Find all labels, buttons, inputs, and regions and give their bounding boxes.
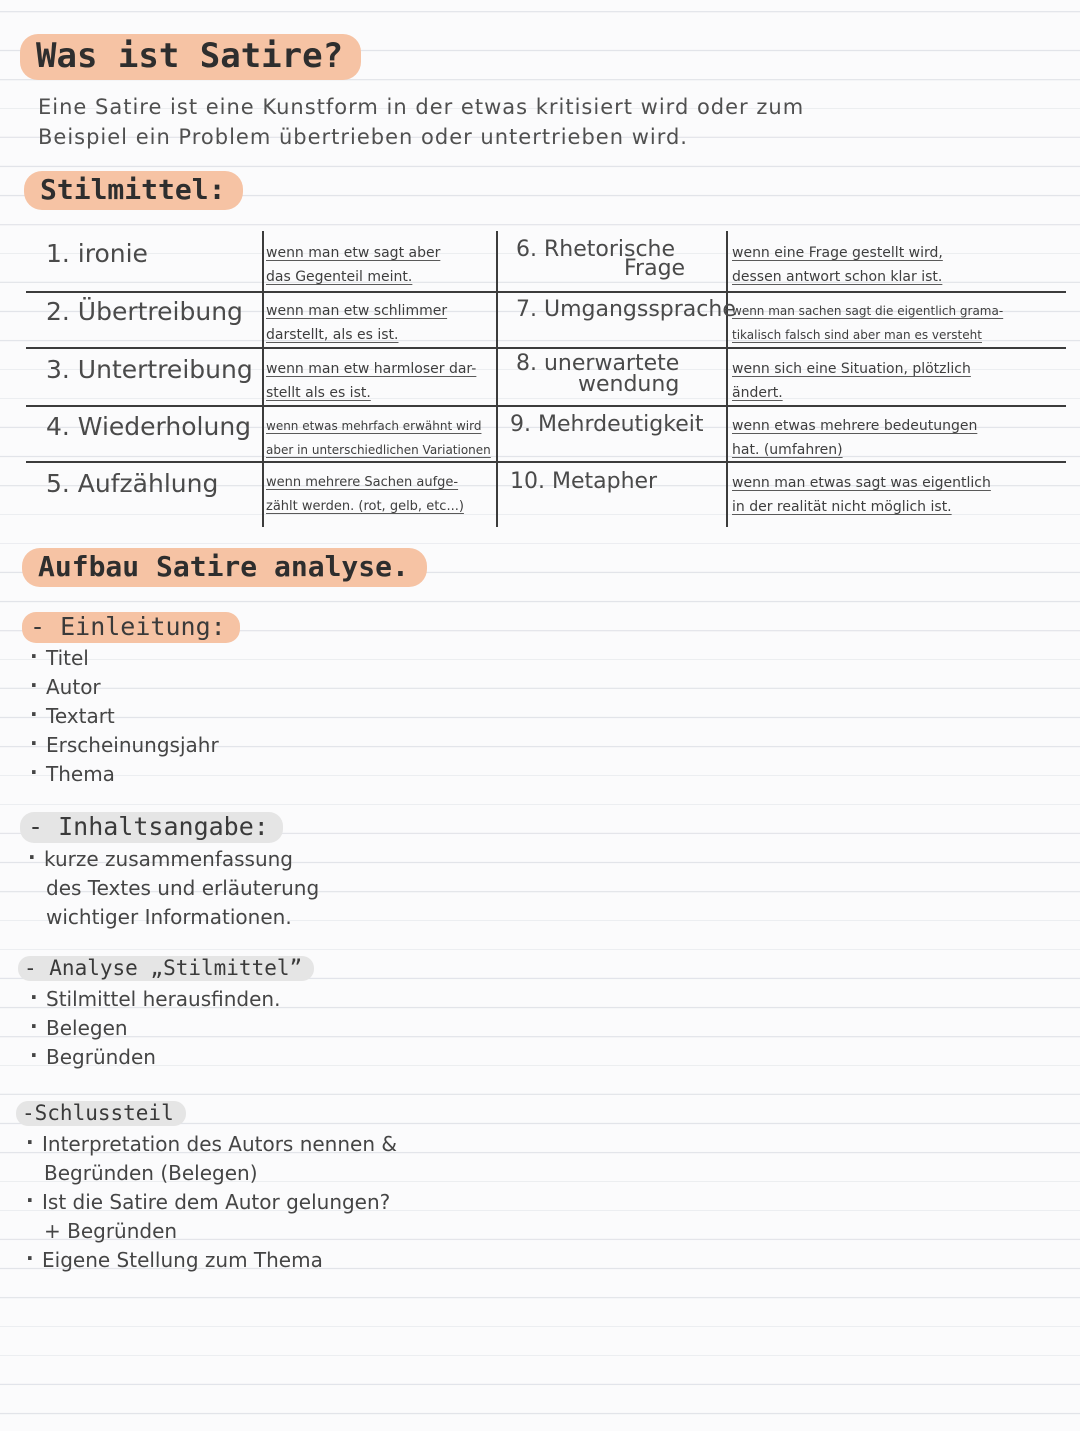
definition-line-1: Eine Satire ist eine Kunstform in der etwas kritisiert wird oder zum [38,95,805,119]
aufbau-heading: Aufbau Satire analyse. [22,548,427,587]
list-item: · Thema [28,760,219,789]
list-item: wichtiger Informationen. [46,905,292,929]
definition-line-2: Beispiel ein Problem übertrieben oder untertrieben wird. [38,125,688,149]
list-item: · Ist die Satire dem Autor gelungen? [24,1188,397,1217]
list-item: · Textart [28,702,219,731]
term-rhetorische-frage: 6. Rhetorische Frage [516,237,686,281]
list-item: · Stilmittel herausfinden. [28,985,280,1014]
term-aufzaehlung: 5. Aufzählung [46,469,219,498]
desc-aufzaehlung: wenn mehrere Sachen aufge- zählt werden. (rot, gelb, etc...) [266,475,464,514]
table-rule [26,347,1066,349]
einleitung-list [28,644,219,789]
desc-mehrdeutigkeit: wenn etwas mehrere bedeutungen hat. (umfahren) [732,418,978,458]
analyse-list [28,985,280,1072]
term-umgangssprache: 7. Umgangssprache [516,297,736,322]
list-item: · Eigene Stellung zum Thema [24,1246,397,1275]
list-item: · Interpretation des Autors nennen & [24,1130,397,1159]
stilmittel-heading: Stilmittel: [24,171,243,210]
list-item: · kurze zusammenfassung [26,845,319,874]
einleitung-heading: - Einleitung: [22,612,240,643]
list-item: · Belegen [28,1014,280,1043]
desc-untertreibung: wenn man etw harmloser dar- stellt als es ist. [266,361,477,401]
stilmittel-table [26,231,1066,527]
list-item: · Erscheinungsjahr [28,731,219,760]
term-unerwartete-wendung: 8. unerwartete wendung [516,351,680,397]
desc-umgangssprache: wenn man sachen sagt die eigentlich grama- tikalisch falsch sind aber man es versteht [732,304,1004,342]
inhaltsangabe-list [26,845,319,932]
satire-definition [38,92,998,152]
list-item: · Autor [28,673,219,702]
term-uebertreibung: 2. Übertreibung [46,297,243,326]
list-item: · Begründen [28,1043,280,1072]
schlussteil-list [24,1130,397,1275]
inhaltsangabe-heading: - Inhaltsangabe: [20,812,283,843]
page-title: Was ist Satire? [20,34,361,80]
desc-ironie: wenn man etw sagt aber das Gegenteil meint. [266,245,441,285]
list-item: + Begründen [44,1219,178,1243]
desc-uebertreibung: wenn man etw schlimmer darstellt, als es ist. [266,303,448,343]
table-rule [26,405,1066,407]
list-item: · Titel [28,644,219,673]
desc-metapher: wenn man etwas sagt was eigentlich in der realität nicht möglich ist. [732,475,991,515]
term-metapher: 10. Metapher [510,469,658,494]
desc-unerwartete-wendung: wenn sich eine Situation, plötzlich ändert. [732,361,971,401]
term-mehrdeutigkeit: 9. Mehrdeutigkeit [510,412,704,437]
analyse-heading: - Analyse „Stilmittel” [18,956,314,981]
term-untertreibung: 3. Untertreibung [46,355,253,384]
table-divider [496,231,498,527]
desc-wiederholung: wenn etwas mehrfach erwähnt wird aber in unterschiedlichen Variationen [266,419,491,457]
term-ironie: 1. ironie [46,239,148,268]
table-rule [26,291,1066,293]
list-item: Begründen (Belegen) [44,1161,258,1185]
schlussteil-heading: -Schlussteil [16,1101,186,1126]
table-divider [726,231,728,527]
term-wiederholung: 4. Wiederholung [46,412,252,441]
desc-rhetorische-frage: wenn eine Frage gestellt wird, dessen antwort schon klar ist. [732,245,943,285]
table-divider [262,231,264,527]
list-item: des Textes und erläuterung [46,876,320,900]
